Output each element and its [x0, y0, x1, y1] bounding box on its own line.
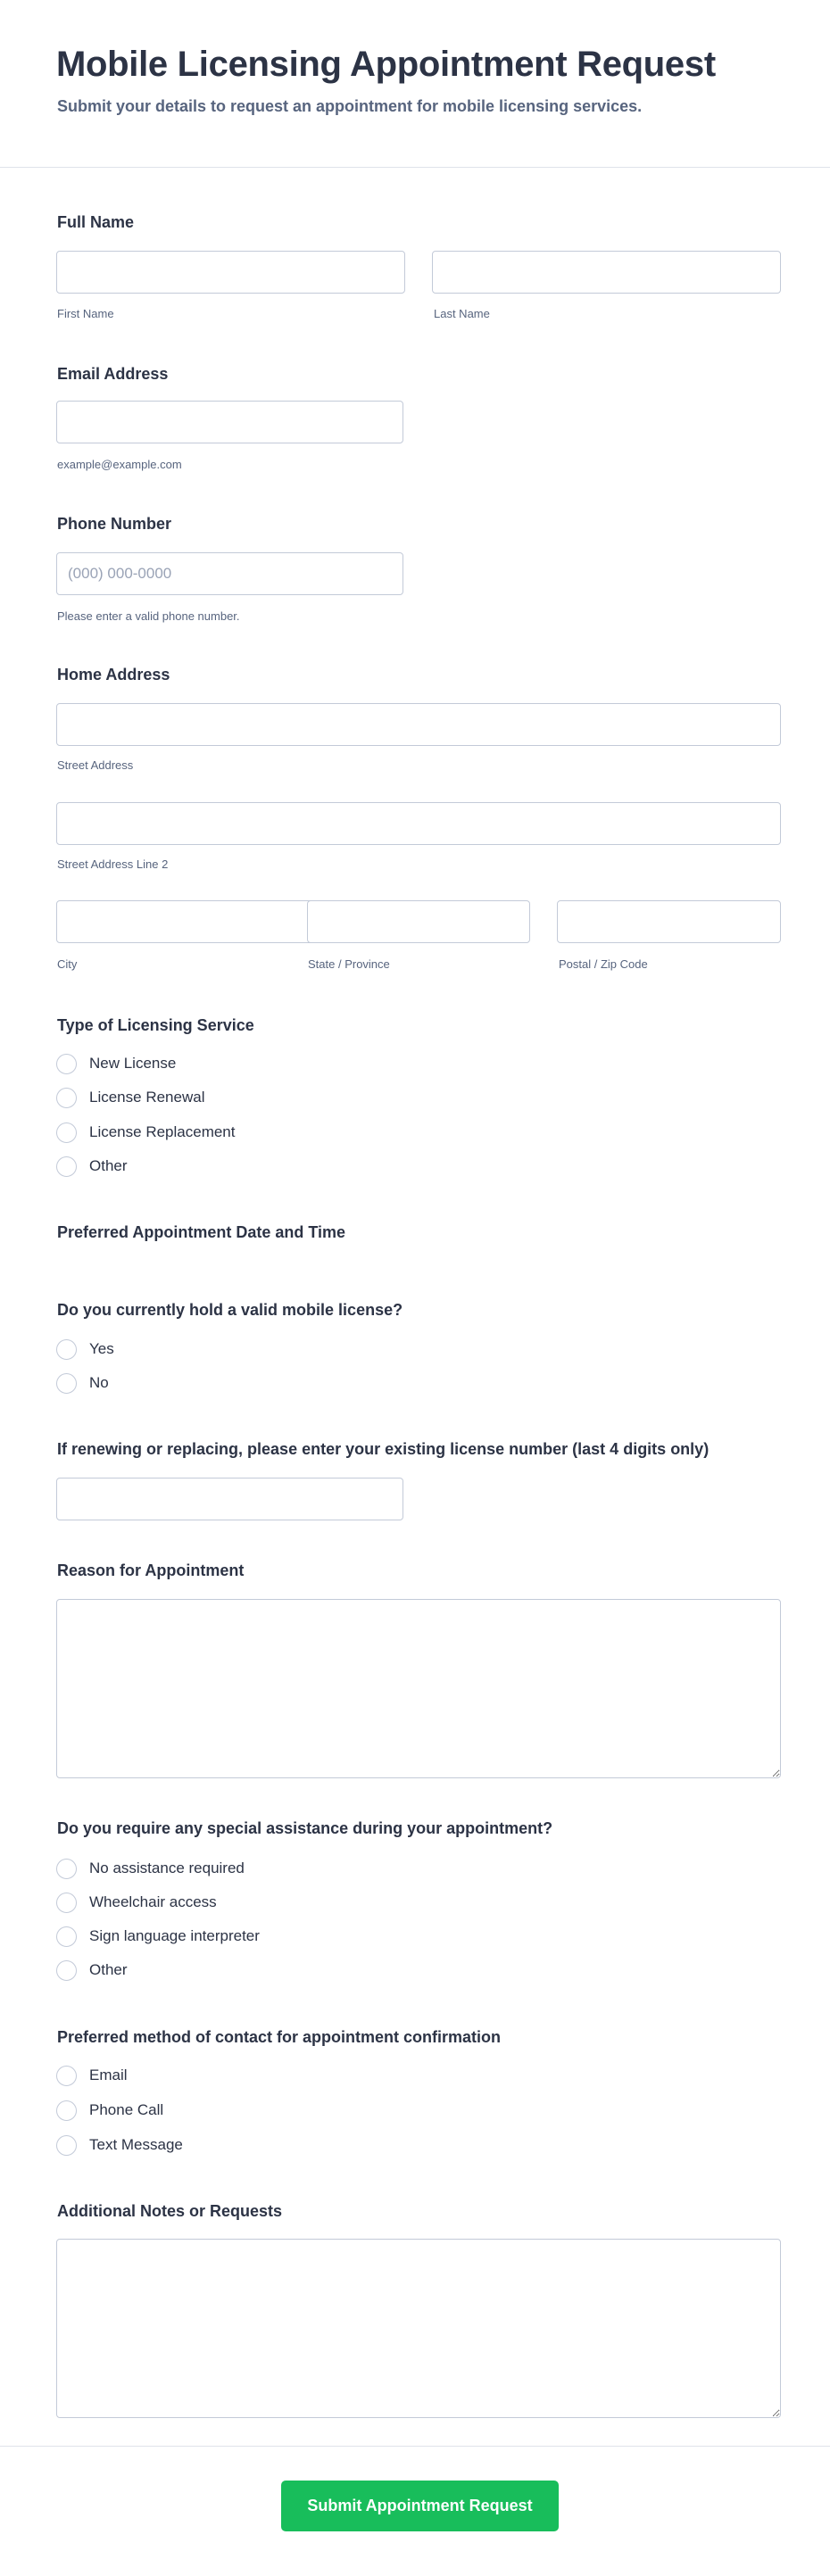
- city-input[interactable]: [56, 900, 326, 943]
- radio-circle-icon: [56, 1156, 77, 1177]
- notes-textarea[interactable]: [56, 2239, 781, 2418]
- radio-circle-icon: [56, 1859, 77, 1879]
- radio-circle-icon: [56, 1054, 77, 1074]
- phone-sublabel: Please enter a valid phone number.: [57, 609, 240, 623]
- radio-wheelchair-access[interactable]: Wheelchair access: [56, 1891, 217, 1914]
- email-label: Email Address: [57, 365, 169, 383]
- valid-license-label: Do you currently hold a valid mobile license?: [57, 1301, 403, 1319]
- email-sublabel: example@example.com: [57, 458, 182, 471]
- radio-circle-icon: [56, 1339, 77, 1360]
- radio-no[interactable]: No: [56, 1371, 109, 1395]
- header-divider: [0, 167, 830, 168]
- appointment-datetime-label: Preferred Appointment Date and Time: [57, 1223, 346, 1241]
- radio-phone-call[interactable]: Phone Call: [56, 2099, 163, 2122]
- zip-sublabel: Postal / Zip Code: [559, 957, 648, 971]
- radio-license-replacement[interactable]: License Replacement: [56, 1121, 235, 1144]
- radio-circle-icon: [56, 2100, 77, 2121]
- page-title: Mobile Licensing Appointment Request: [56, 45, 716, 84]
- radio-circle-icon: [56, 1926, 77, 1947]
- zip-input[interactable]: [557, 900, 781, 943]
- first-name-input[interactable]: [56, 251, 405, 294]
- reason-textarea[interactable]: [56, 1599, 781, 1778]
- notes-label: Additional Notes or Requests: [57, 2202, 283, 2220]
- radio-yes[interactable]: Yes: [56, 1338, 114, 1361]
- radio-circle-icon: [56, 1088, 77, 1108]
- state-sublabel: State / Province: [308, 957, 390, 971]
- address-label: Home Address: [57, 666, 170, 683]
- radio-circle-icon: [56, 1373, 77, 1394]
- radio-text-message[interactable]: Text Message: [56, 2133, 183, 2157]
- radio-circle-icon: [56, 1893, 77, 1913]
- state-input[interactable]: [307, 900, 530, 943]
- license-number-label: If renewing or replacing, please enter your existing license number (last 4 digits only): [57, 1440, 710, 1458]
- street-address-input[interactable]: [56, 703, 781, 746]
- street-address-2-sublabel: Street Address Line 2: [57, 857, 169, 871]
- radio-circle-icon: [56, 2135, 77, 2156]
- contact-method-label: Preferred method of contact for appointment confirmation: [57, 2028, 502, 2046]
- radio-new-license[interactable]: New License: [56, 1052, 176, 1075]
- radio-sign-language[interactable]: Sign language interpreter: [56, 1925, 260, 1948]
- street-address-2-input[interactable]: [56, 802, 781, 845]
- license-number-input[interactable]: [56, 1478, 403, 1520]
- last-name-input[interactable]: [432, 251, 781, 294]
- service-type-label: Type of Licensing Service: [57, 1016, 254, 1034]
- phone-label: Phone Number: [57, 515, 172, 533]
- submit-button[interactable]: Submit Appointment Request: [281, 2481, 559, 2531]
- full-name-label: Full Name: [57, 213, 135, 231]
- radio-no-assistance[interactable]: No assistance required: [56, 1857, 245, 1880]
- email-input[interactable]: [56, 401, 403, 443]
- radio-other-service[interactable]: Other: [56, 1155, 128, 1178]
- radio-circle-icon: [56, 1960, 77, 1981]
- footer-divider: [0, 2446, 830, 2447]
- street-address-sublabel: Street Address: [57, 758, 134, 772]
- first-name-sublabel: First Name: [57, 307, 114, 320]
- radio-license-renewal[interactable]: License Renewal: [56, 1086, 204, 1109]
- phone-input[interactable]: [56, 552, 403, 595]
- radio-other-assistance[interactable]: Other: [56, 1959, 128, 1982]
- page-subtitle: Submit your details to request an appointment for mobile licensing services.: [57, 97, 643, 115]
- last-name-sublabel: Last Name: [434, 307, 490, 320]
- city-sublabel: City: [57, 957, 78, 971]
- reason-label: Reason for Appointment: [57, 1561, 245, 1579]
- radio-email[interactable]: Email: [56, 2064, 128, 2087]
- radio-circle-icon: [56, 1122, 77, 1143]
- radio-circle-icon: [56, 2066, 77, 2086]
- assistance-label: Do you require any special assistance during your appointment?: [57, 1819, 553, 1837]
